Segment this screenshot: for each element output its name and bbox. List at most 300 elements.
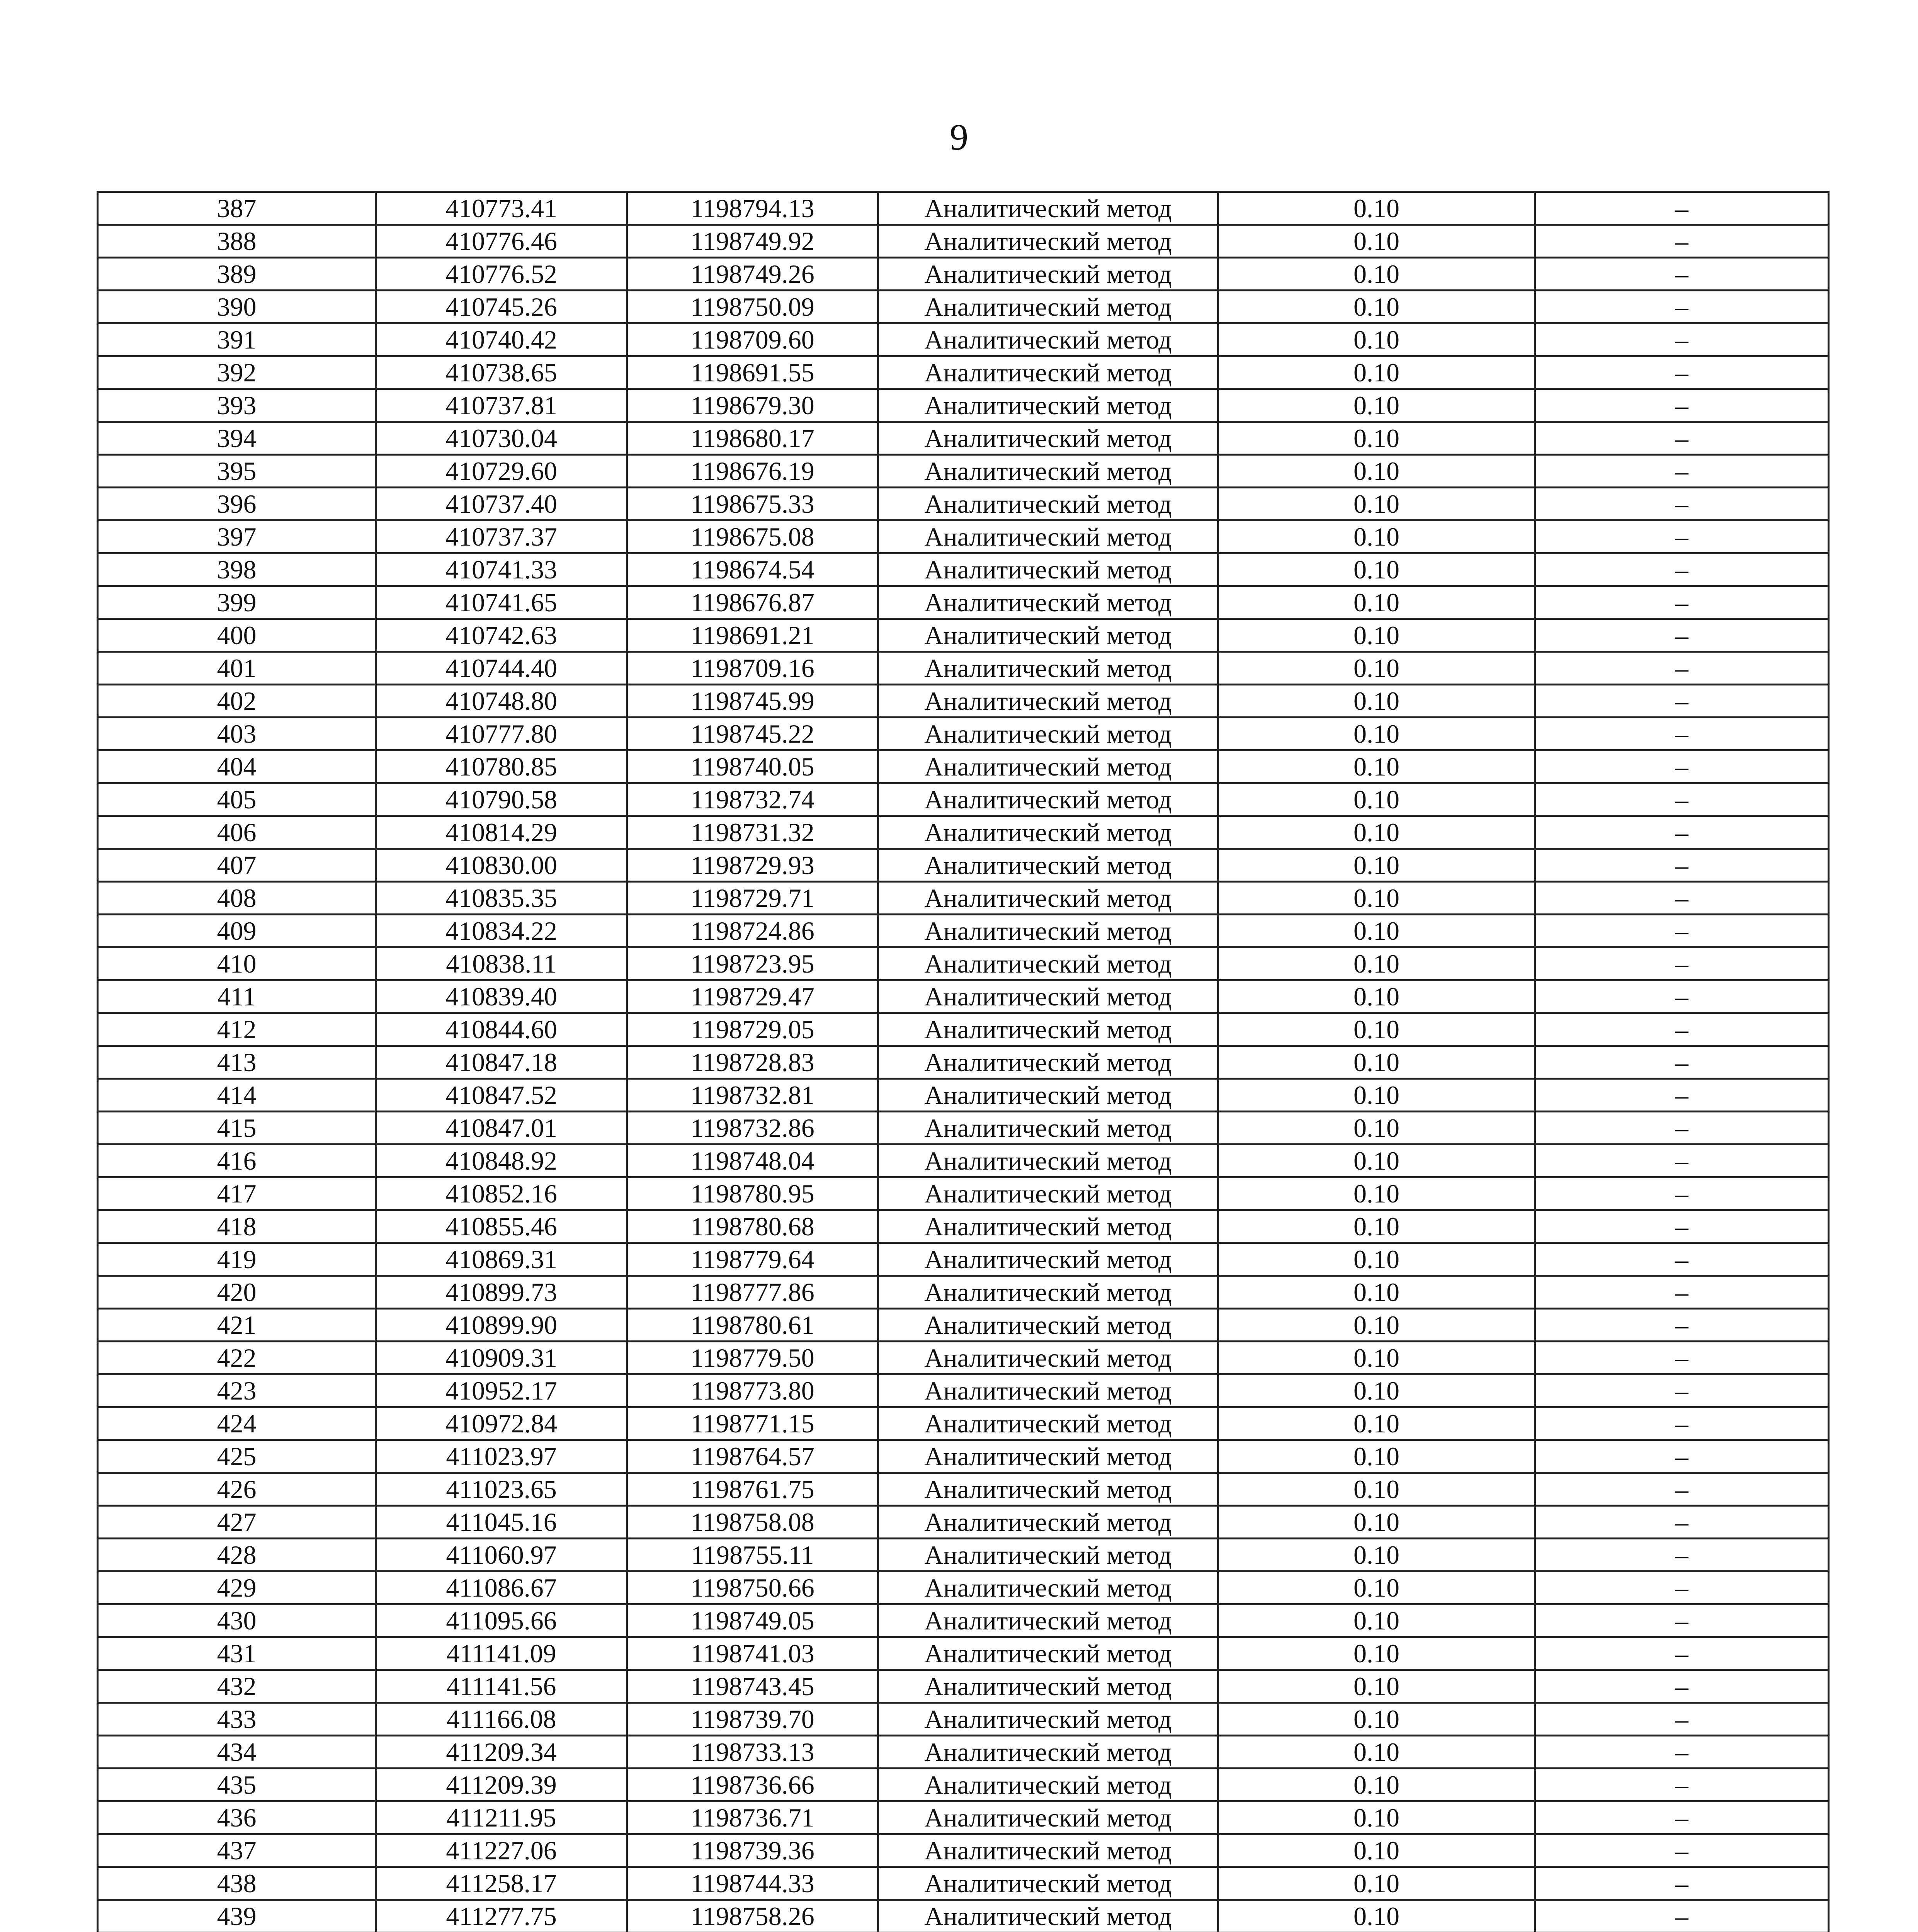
table-row	[98, 1670, 1829, 1703]
note-cell: –	[1535, 1342, 1829, 1374]
point-number-cell: 399	[98, 586, 376, 619]
x-coordinate-cell: 410773.41	[376, 192, 627, 225]
table-row	[98, 1276, 1829, 1309]
x-coordinate-cell: 411209.39	[376, 1769, 627, 1801]
method-cell: Аналитический метод	[878, 488, 1218, 520]
point-number-cell: 393	[98, 389, 376, 422]
x-coordinate-cell: 411258.17	[376, 1867, 627, 1900]
table-row	[98, 1473, 1829, 1506]
accuracy-cell: 0.10	[1218, 1112, 1535, 1145]
x-coordinate-cell: 410972.84	[376, 1407, 627, 1440]
method-cell: Аналитический метод	[878, 258, 1218, 291]
table-row	[98, 1243, 1829, 1276]
y-coordinate-cell: 1198794.13	[627, 192, 878, 225]
x-coordinate-cell: 411211.95	[376, 1801, 627, 1834]
table-row	[98, 1440, 1829, 1473]
point-number-cell: 437	[98, 1834, 376, 1867]
y-coordinate-cell: 1198777.86	[627, 1276, 878, 1309]
x-coordinate-cell: 410909.31	[376, 1342, 627, 1374]
point-number-cell: 408	[98, 882, 376, 915]
method-cell: Аналитический метод	[878, 192, 1218, 225]
point-number-cell: 420	[98, 1276, 376, 1309]
y-coordinate-cell: 1198749.26	[627, 258, 878, 291]
method-cell: Аналитический метод	[878, 1769, 1218, 1801]
accuracy-cell: 0.10	[1218, 422, 1535, 455]
method-cell: Аналитический метод	[878, 1374, 1218, 1407]
accuracy-cell: 0.10	[1218, 619, 1535, 652]
method-cell: Аналитический метод	[878, 1046, 1218, 1079]
method-cell: Аналитический метод	[878, 718, 1218, 750]
table-row	[98, 619, 1829, 652]
method-cell: Аналитический метод	[878, 619, 1218, 652]
x-coordinate-cell: 410847.01	[376, 1112, 627, 1145]
point-number-cell: 435	[98, 1769, 376, 1801]
x-coordinate-cell: 411166.08	[376, 1703, 627, 1736]
note-cell: –	[1535, 356, 1829, 389]
x-coordinate-cell: 410745.26	[376, 291, 627, 323]
accuracy-cell: 0.10	[1218, 1801, 1535, 1834]
table-row	[98, 1769, 1829, 1801]
y-coordinate-cell: 1198745.99	[627, 685, 878, 718]
accuracy-cell: 0.10	[1218, 1506, 1535, 1539]
accuracy-cell: 0.10	[1218, 1736, 1535, 1769]
accuracy-cell: 0.10	[1218, 783, 1535, 816]
accuracy-cell: 0.10	[1218, 1571, 1535, 1604]
point-number-cell: 406	[98, 816, 376, 849]
y-coordinate-cell: 1198744.33	[627, 1867, 878, 1900]
method-cell: Аналитический метод	[878, 1177, 1218, 1210]
accuracy-cell: 0.10	[1218, 652, 1535, 685]
accuracy-cell: 0.10	[1218, 356, 1535, 389]
method-cell: Аналитический метод	[878, 389, 1218, 422]
accuracy-cell: 0.10	[1218, 1407, 1535, 1440]
x-coordinate-cell: 410738.65	[376, 356, 627, 389]
table-row	[98, 422, 1829, 455]
accuracy-cell: 0.10	[1218, 192, 1535, 225]
x-coordinate-cell: 411023.65	[376, 1473, 627, 1506]
point-number-cell: 418	[98, 1210, 376, 1243]
note-cell: –	[1535, 783, 1829, 816]
method-cell: Аналитический метод	[878, 1145, 1218, 1177]
y-coordinate-cell: 1198758.08	[627, 1506, 878, 1539]
point-number-cell: 387	[98, 192, 376, 225]
y-coordinate-cell: 1198731.32	[627, 816, 878, 849]
table-row	[98, 520, 1829, 553]
note-cell: –	[1535, 488, 1829, 520]
accuracy-cell: 0.10	[1218, 455, 1535, 488]
y-coordinate-cell: 1198733.13	[627, 1736, 878, 1769]
method-cell: Аналитический метод	[878, 1834, 1218, 1867]
y-coordinate-cell: 1198675.33	[627, 488, 878, 520]
x-coordinate-cell: 411023.97	[376, 1440, 627, 1473]
point-number-cell: 430	[98, 1604, 376, 1637]
accuracy-cell: 0.10	[1218, 389, 1535, 422]
x-coordinate-cell: 410852.16	[376, 1177, 627, 1210]
table-row	[98, 1309, 1829, 1342]
point-number-cell: 419	[98, 1243, 376, 1276]
method-cell: Аналитический метод	[878, 1801, 1218, 1834]
note-cell: –	[1535, 258, 1829, 291]
note-cell: –	[1535, 750, 1829, 783]
accuracy-cell: 0.10	[1218, 291, 1535, 323]
table-row	[98, 685, 1829, 718]
x-coordinate-cell: 410737.40	[376, 488, 627, 520]
x-coordinate-cell: 410740.42	[376, 323, 627, 356]
point-number-cell: 390	[98, 291, 376, 323]
point-number-cell: 436	[98, 1801, 376, 1834]
method-cell: Аналитический метод	[878, 553, 1218, 586]
point-number-cell: 403	[98, 718, 376, 750]
point-number-cell: 429	[98, 1571, 376, 1604]
y-coordinate-cell: 1198780.95	[627, 1177, 878, 1210]
y-coordinate-cell: 1198779.64	[627, 1243, 878, 1276]
method-cell: Аналитический метод	[878, 947, 1218, 980]
x-coordinate-cell: 410742.63	[376, 619, 627, 652]
point-number-cell: 413	[98, 1046, 376, 1079]
page-number: 9	[950, 116, 968, 158]
table-row	[98, 915, 1829, 947]
x-coordinate-cell: 410855.46	[376, 1210, 627, 1243]
y-coordinate-cell: 1198758.26	[627, 1900, 878, 1932]
note-cell: –	[1535, 1013, 1829, 1046]
point-number-cell: 397	[98, 520, 376, 553]
point-number-cell: 439	[98, 1900, 376, 1932]
table-row	[98, 1801, 1829, 1834]
point-number-cell: 410	[98, 947, 376, 980]
point-number-cell: 407	[98, 849, 376, 882]
x-coordinate-cell: 411141.09	[376, 1637, 627, 1670]
point-number-cell: 416	[98, 1145, 376, 1177]
point-number-cell: 389	[98, 258, 376, 291]
point-number-cell: 402	[98, 685, 376, 718]
x-coordinate-cell: 410899.90	[376, 1309, 627, 1342]
y-coordinate-cell: 1198691.21	[627, 619, 878, 652]
table-row	[98, 553, 1829, 586]
accuracy-cell: 0.10	[1218, 1210, 1535, 1243]
method-cell: Аналитический метод	[878, 520, 1218, 553]
x-coordinate-cell: 410839.40	[376, 980, 627, 1013]
x-coordinate-cell: 410730.04	[376, 422, 627, 455]
note-cell: –	[1535, 1900, 1829, 1932]
accuracy-cell: 0.10	[1218, 1309, 1535, 1342]
point-number-cell: 409	[98, 915, 376, 947]
x-coordinate-cell: 410729.60	[376, 455, 627, 488]
x-coordinate-cell: 410737.37	[376, 520, 627, 553]
point-number-cell: 423	[98, 1374, 376, 1407]
accuracy-cell: 0.10	[1218, 1473, 1535, 1506]
method-cell: Аналитический метод	[878, 1440, 1218, 1473]
point-number-cell: 394	[98, 422, 376, 455]
table-row	[98, 1539, 1829, 1571]
x-coordinate-cell: 410744.40	[376, 652, 627, 685]
method-cell: Аналитический метод	[878, 685, 1218, 718]
method-cell: Аналитический метод	[878, 291, 1218, 323]
accuracy-cell: 0.10	[1218, 1769, 1535, 1801]
x-coordinate-cell: 410777.80	[376, 718, 627, 750]
note-cell: –	[1535, 225, 1829, 258]
x-coordinate-cell: 410847.52	[376, 1079, 627, 1112]
table-row	[98, 225, 1829, 258]
table-row	[98, 258, 1829, 291]
note-cell: –	[1535, 1637, 1829, 1670]
y-coordinate-cell: 1198780.61	[627, 1309, 878, 1342]
accuracy-cell: 0.10	[1218, 1900, 1535, 1932]
note-cell: –	[1535, 1177, 1829, 1210]
table-row	[98, 1407, 1829, 1440]
method-cell: Аналитический метод	[878, 915, 1218, 947]
table-row	[98, 1079, 1829, 1112]
point-number-cell: 404	[98, 750, 376, 783]
method-cell: Аналитический метод	[878, 1900, 1218, 1932]
table-row	[98, 750, 1829, 783]
point-number-cell: 401	[98, 652, 376, 685]
table-row	[98, 882, 1829, 915]
note-cell: –	[1535, 1145, 1829, 1177]
table-row	[98, 1210, 1829, 1243]
x-coordinate-cell: 410869.31	[376, 1243, 627, 1276]
method-cell: Аналитический метод	[878, 750, 1218, 783]
point-number-cell: 391	[98, 323, 376, 356]
method-cell: Аналитический метод	[878, 323, 1218, 356]
point-number-cell: 438	[98, 1867, 376, 1900]
note-cell: –	[1535, 1834, 1829, 1867]
method-cell: Аналитический метод	[878, 1473, 1218, 1506]
x-coordinate-cell: 411095.66	[376, 1604, 627, 1637]
table-row	[98, 1145, 1829, 1177]
y-coordinate-cell: 1198676.87	[627, 586, 878, 619]
table-row	[98, 1046, 1829, 1079]
x-coordinate-cell: 410814.29	[376, 816, 627, 849]
x-coordinate-cell: 410790.58	[376, 783, 627, 816]
accuracy-cell: 0.10	[1218, 915, 1535, 947]
note-cell: –	[1535, 1539, 1829, 1571]
y-coordinate-cell: 1198764.57	[627, 1440, 878, 1473]
method-cell: Аналитический метод	[878, 1736, 1218, 1769]
point-number-cell: 432	[98, 1670, 376, 1703]
accuracy-cell: 0.10	[1218, 1177, 1535, 1210]
y-coordinate-cell: 1198729.71	[627, 882, 878, 915]
table-row	[98, 652, 1829, 685]
note-cell: –	[1535, 553, 1829, 586]
accuracy-cell: 0.10	[1218, 1703, 1535, 1736]
table-row	[98, 783, 1829, 816]
accuracy-cell: 0.10	[1218, 1079, 1535, 1112]
accuracy-cell: 0.10	[1218, 258, 1535, 291]
accuracy-cell: 0.10	[1218, 1243, 1535, 1276]
x-coordinate-cell: 410847.18	[376, 1046, 627, 1079]
y-coordinate-cell: 1198740.05	[627, 750, 878, 783]
accuracy-cell: 0.10	[1218, 586, 1535, 619]
accuracy-cell: 0.10	[1218, 520, 1535, 553]
point-number-cell: 395	[98, 455, 376, 488]
coordinates-table	[97, 191, 1830, 1932]
y-coordinate-cell: 1198749.05	[627, 1604, 878, 1637]
point-number-cell: 421	[98, 1309, 376, 1342]
method-cell: Аналитический метод	[878, 1604, 1218, 1637]
method-cell: Аналитический метод	[878, 1342, 1218, 1374]
y-coordinate-cell: 1198729.05	[627, 1013, 878, 1046]
table-row	[98, 1703, 1829, 1736]
accuracy-cell: 0.10	[1218, 816, 1535, 849]
note-cell: –	[1535, 1407, 1829, 1440]
point-number-cell: 392	[98, 356, 376, 389]
x-coordinate-cell: 410848.92	[376, 1145, 627, 1177]
x-coordinate-cell: 410748.80	[376, 685, 627, 718]
note-cell: –	[1535, 980, 1829, 1013]
table-row	[98, 1342, 1829, 1374]
note-cell: –	[1535, 323, 1829, 356]
point-number-cell: 422	[98, 1342, 376, 1374]
point-number-cell: 424	[98, 1407, 376, 1440]
accuracy-cell: 0.10	[1218, 882, 1535, 915]
y-coordinate-cell: 1198748.04	[627, 1145, 878, 1177]
method-cell: Аналитический метод	[878, 1670, 1218, 1703]
x-coordinate-cell: 410741.65	[376, 586, 627, 619]
accuracy-cell: 0.10	[1218, 1834, 1535, 1867]
point-number-cell: 417	[98, 1177, 376, 1210]
point-number-cell: 388	[98, 225, 376, 258]
method-cell: Аналитический метод	[878, 652, 1218, 685]
x-coordinate-cell: 411141.56	[376, 1670, 627, 1703]
y-coordinate-cell: 1198709.60	[627, 323, 878, 356]
note-cell: –	[1535, 586, 1829, 619]
note-cell: –	[1535, 685, 1829, 718]
note-cell: –	[1535, 1112, 1829, 1145]
accuracy-cell: 0.10	[1218, 750, 1535, 783]
point-number-cell: 425	[98, 1440, 376, 1473]
accuracy-cell: 0.10	[1218, 685, 1535, 718]
accuracy-cell: 0.10	[1218, 1670, 1535, 1703]
note-cell: –	[1535, 1703, 1829, 1736]
accuracy-cell: 0.10	[1218, 1276, 1535, 1309]
y-coordinate-cell: 1198771.15	[627, 1407, 878, 1440]
y-coordinate-cell: 1198732.86	[627, 1112, 878, 1145]
point-number-cell: 405	[98, 783, 376, 816]
note-cell: –	[1535, 882, 1829, 915]
point-number-cell: 428	[98, 1539, 376, 1571]
note-cell: –	[1535, 455, 1829, 488]
method-cell: Аналитический метод	[878, 1867, 1218, 1900]
table-row	[98, 718, 1829, 750]
y-coordinate-cell: 1198779.50	[627, 1342, 878, 1374]
point-number-cell: 398	[98, 553, 376, 586]
table-row	[98, 192, 1829, 225]
y-coordinate-cell: 1198739.70	[627, 1703, 878, 1736]
point-number-cell: 431	[98, 1637, 376, 1670]
y-coordinate-cell: 1198780.68	[627, 1210, 878, 1243]
x-coordinate-cell: 410899.73	[376, 1276, 627, 1309]
note-cell: –	[1535, 291, 1829, 323]
method-cell: Аналитический метод	[878, 1637, 1218, 1670]
note-cell: –	[1535, 1374, 1829, 1407]
point-number-cell: 426	[98, 1473, 376, 1506]
note-cell: –	[1535, 1046, 1829, 1079]
method-cell: Аналитический метод	[878, 1506, 1218, 1539]
note-cell: –	[1535, 1309, 1829, 1342]
y-coordinate-cell: 1198729.47	[627, 980, 878, 1013]
note-cell: –	[1535, 192, 1829, 225]
table-row	[98, 356, 1829, 389]
note-cell: –	[1535, 816, 1829, 849]
method-cell: Аналитический метод	[878, 882, 1218, 915]
table-row	[98, 291, 1829, 323]
table-row	[98, 586, 1829, 619]
method-cell: Аналитический метод	[878, 356, 1218, 389]
accuracy-cell: 0.10	[1218, 718, 1535, 750]
x-coordinate-cell: 411227.06	[376, 1834, 627, 1867]
table-row	[98, 1506, 1829, 1539]
note-cell: –	[1535, 520, 1829, 553]
table-row	[98, 1604, 1829, 1637]
accuracy-cell: 0.10	[1218, 1046, 1535, 1079]
x-coordinate-cell: 410737.81	[376, 389, 627, 422]
x-coordinate-cell: 410838.11	[376, 947, 627, 980]
accuracy-cell: 0.10	[1218, 849, 1535, 882]
point-number-cell: 412	[98, 1013, 376, 1046]
y-coordinate-cell: 1198732.74	[627, 783, 878, 816]
method-cell: Аналитический метод	[878, 1703, 1218, 1736]
table-row	[98, 1834, 1829, 1867]
x-coordinate-cell: 411277.75	[376, 1900, 627, 1932]
accuracy-cell: 0.10	[1218, 323, 1535, 356]
x-coordinate-cell: 410952.17	[376, 1374, 627, 1407]
y-coordinate-cell: 1198676.19	[627, 455, 878, 488]
accuracy-cell: 0.10	[1218, 1867, 1535, 1900]
x-coordinate-cell: 411086.67	[376, 1571, 627, 1604]
table-row	[98, 1637, 1829, 1670]
y-coordinate-cell: 1198761.75	[627, 1473, 878, 1506]
y-coordinate-cell: 1198728.83	[627, 1046, 878, 1079]
method-cell: Аналитический метод	[878, 816, 1218, 849]
note-cell: –	[1535, 652, 1829, 685]
y-coordinate-cell: 1198691.55	[627, 356, 878, 389]
method-cell: Аналитический метод	[878, 1079, 1218, 1112]
accuracy-cell: 0.10	[1218, 225, 1535, 258]
y-coordinate-cell: 1198723.95	[627, 947, 878, 980]
x-coordinate-cell: 410741.33	[376, 553, 627, 586]
point-number-cell: 434	[98, 1736, 376, 1769]
x-coordinate-cell: 411060.97	[376, 1539, 627, 1571]
y-coordinate-cell: 1198743.45	[627, 1670, 878, 1703]
accuracy-cell: 0.10	[1218, 1013, 1535, 1046]
method-cell: Аналитический метод	[878, 1276, 1218, 1309]
table-row	[98, 1177, 1829, 1210]
y-coordinate-cell: 1198736.66	[627, 1769, 878, 1801]
accuracy-cell: 0.10	[1218, 553, 1535, 586]
x-coordinate-cell: 410780.85	[376, 750, 627, 783]
table-row	[98, 1013, 1829, 1046]
method-cell: Аналитический метод	[878, 1112, 1218, 1145]
x-coordinate-cell: 410834.22	[376, 915, 627, 947]
y-coordinate-cell: 1198749.92	[627, 225, 878, 258]
table-row	[98, 980, 1829, 1013]
y-coordinate-cell: 1198736.71	[627, 1801, 878, 1834]
y-coordinate-cell: 1198750.09	[627, 291, 878, 323]
accuracy-cell: 0.10	[1218, 1604, 1535, 1637]
table-row	[98, 816, 1829, 849]
accuracy-cell: 0.10	[1218, 1539, 1535, 1571]
note-cell: –	[1535, 1736, 1829, 1769]
method-cell: Аналитический метод	[878, 1407, 1218, 1440]
accuracy-cell: 0.10	[1218, 1342, 1535, 1374]
y-coordinate-cell: 1198675.08	[627, 520, 878, 553]
accuracy-cell: 0.10	[1218, 1145, 1535, 1177]
point-number-cell: 433	[98, 1703, 376, 1736]
note-cell: –	[1535, 1769, 1829, 1801]
table-row	[98, 488, 1829, 520]
table-row	[98, 455, 1829, 488]
note-cell: –	[1535, 1670, 1829, 1703]
